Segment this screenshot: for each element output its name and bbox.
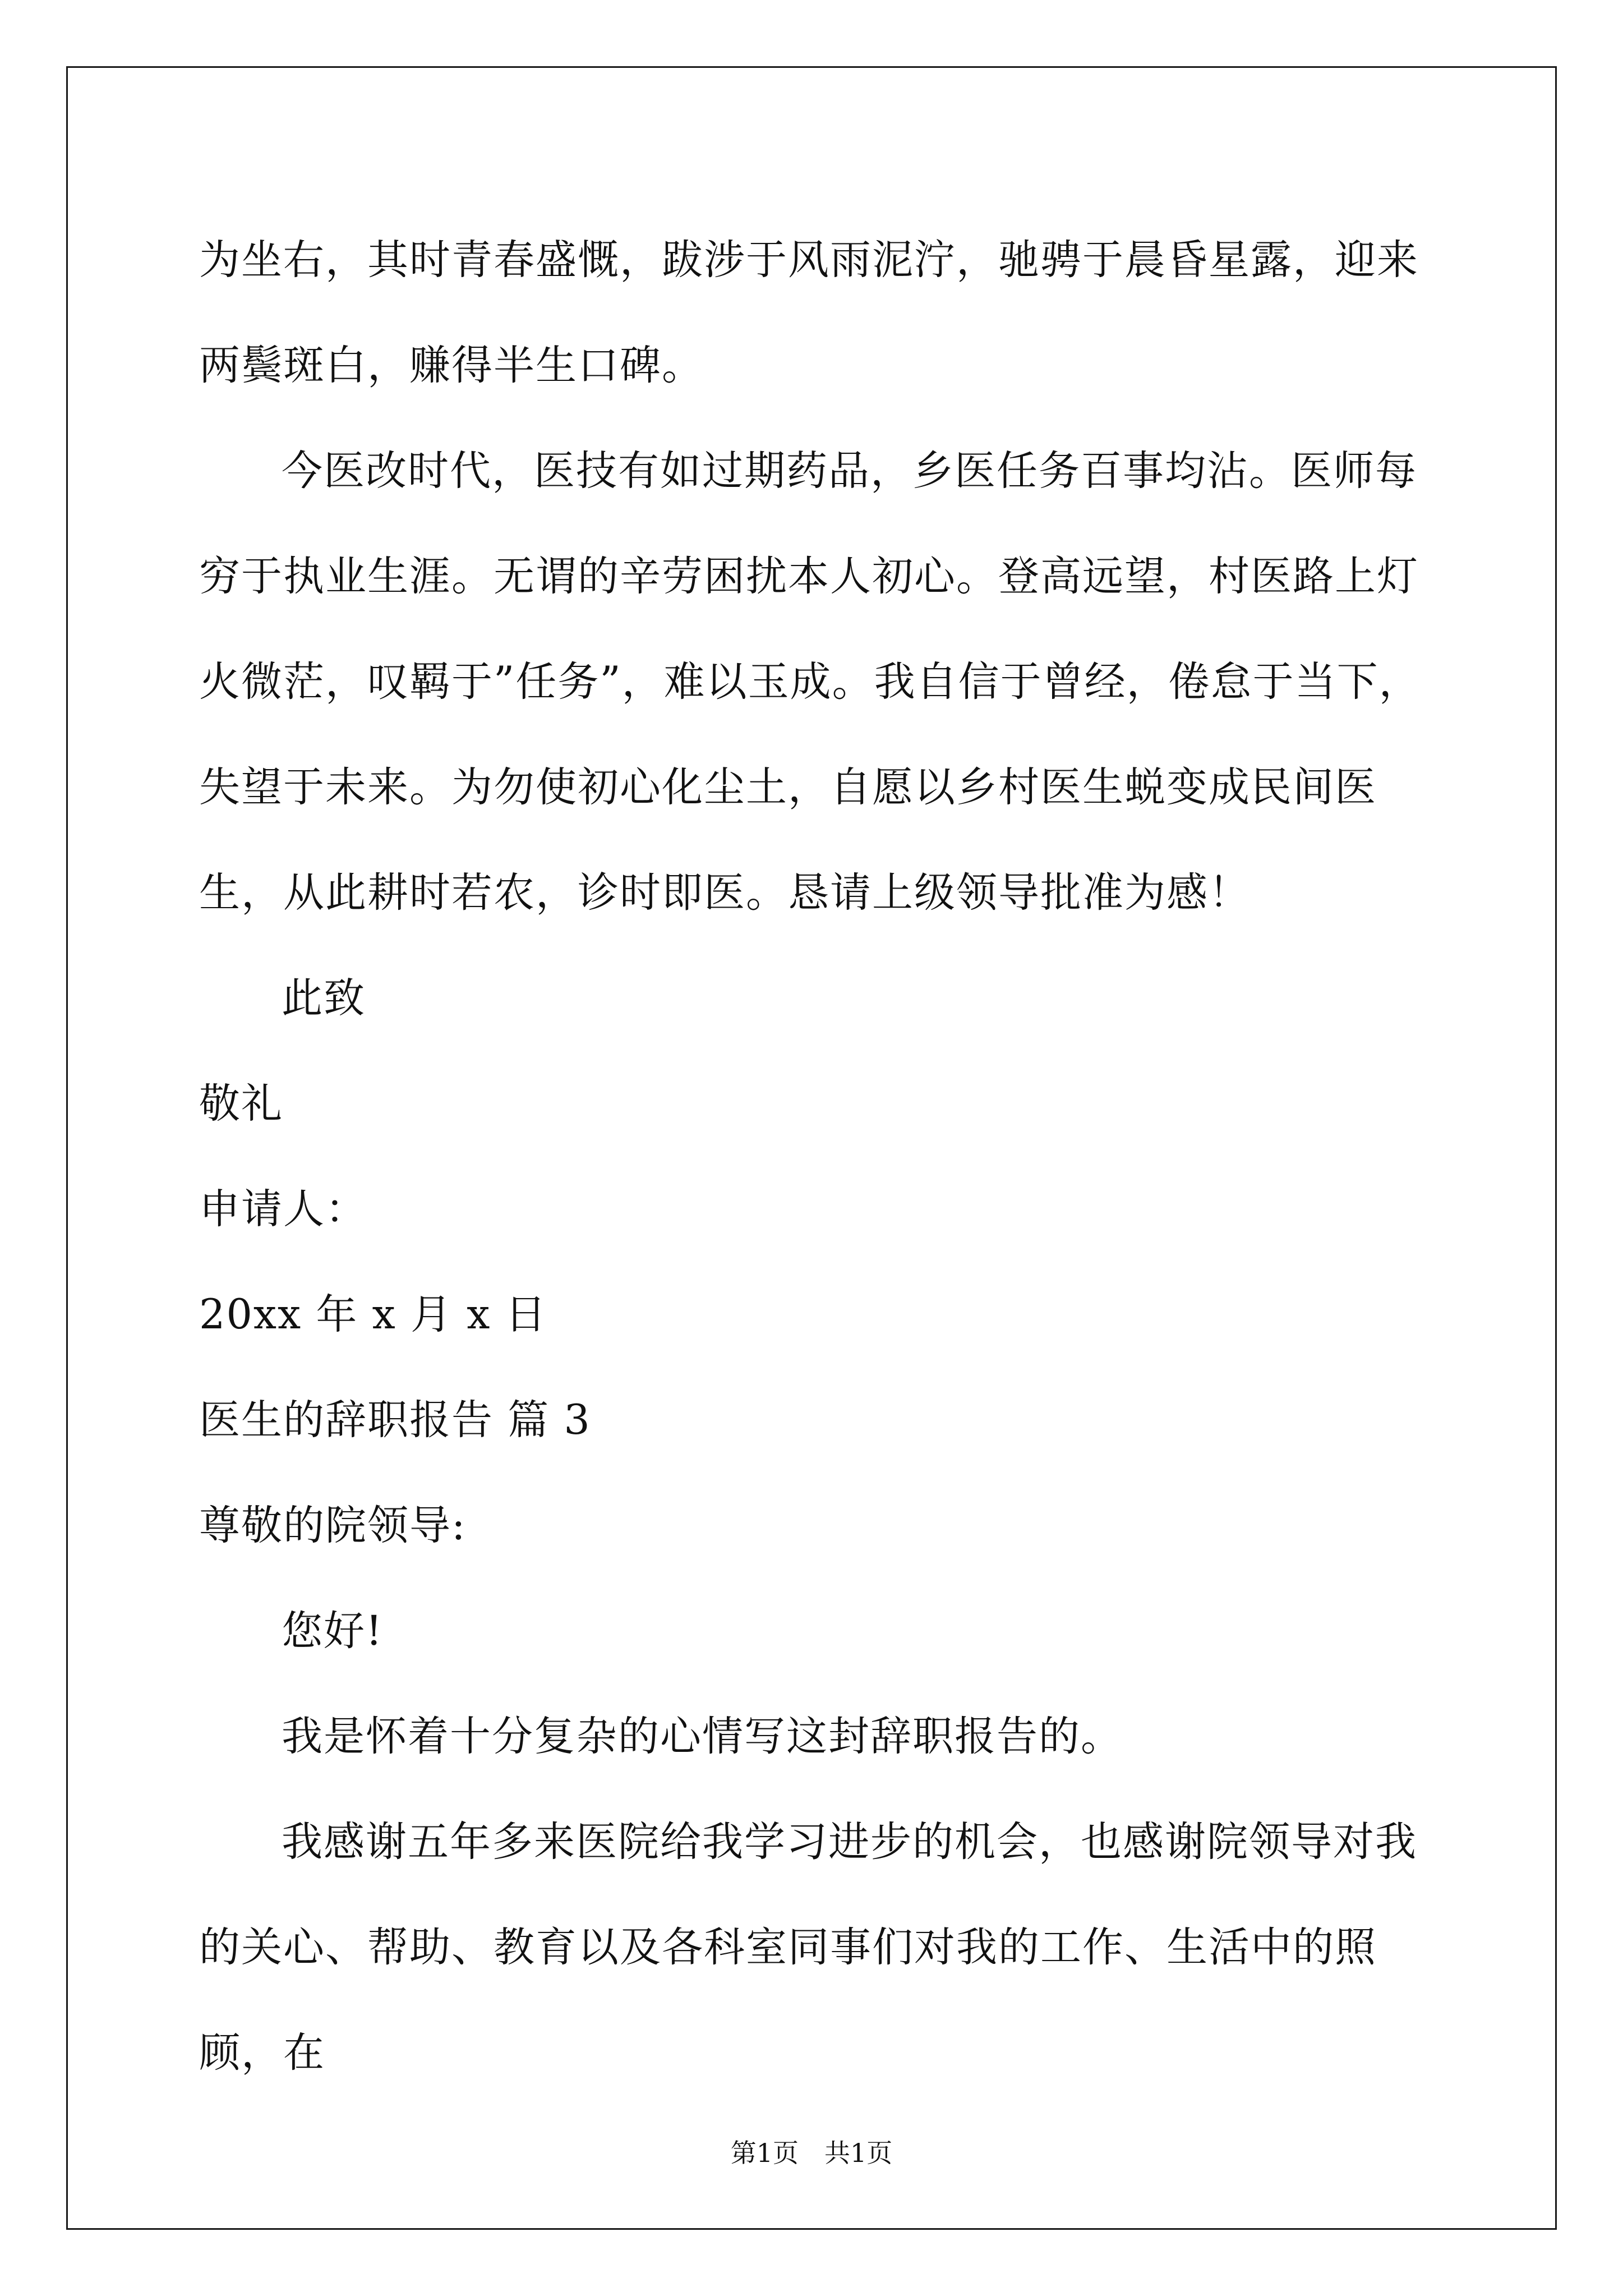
paragraph-1: 为坐右，其时青春盛慨，跋涉于风雨泥泞，驰骋于晨昏星露，迎来两鬓斑白，赚得半生口碑。 — [199, 236, 1419, 389]
paragraph-thanks: 我感谢五年多来医院给我学习进步的机会，也感谢院领导对我的关心、帮助、教育以及各科室同事们对我的工作、生活中的照顾，在 — [199, 1818, 1417, 2077]
closing-regards: 敬礼 — [199, 1080, 283, 1128]
date-line: 20xx 年 x 月 x 日 — [199, 1291, 547, 1338]
applicant-label: 申请人： — [199, 1185, 367, 1233]
page-number-footer: 第1页 共1页 — [730, 2138, 893, 2168]
closing-salutation: 此致 — [282, 974, 366, 1022]
document-body — [199, 208, 1427, 2106]
section-heading: 医生的辞职报告 篇 3 — [199, 1396, 591, 1444]
addressee: 尊敬的院领导: — [199, 1502, 467, 1549]
greeting: 您好! — [282, 1607, 384, 1655]
paragraph-2: 今医改时代，医技有如过期药品，乡医任务百事均沾。医师每穷于执业生涯。无谓的辛劳困扰本人初心。登高远望，村医路上灯火微茫，叹羁于”任务”，难以玉成。我自信于曾经，倦怠于当下，失望于未来。为勿使初心化尘土，自愿以乡村医生蜕变成民间医生，从此耕时若农，诊时即医。恳请上级领导批准为感！ — [199, 447, 1421, 917]
paragraph-intro: 我是怀着十分复杂的心情写这封辞职报告的。 — [282, 1713, 1123, 1760]
